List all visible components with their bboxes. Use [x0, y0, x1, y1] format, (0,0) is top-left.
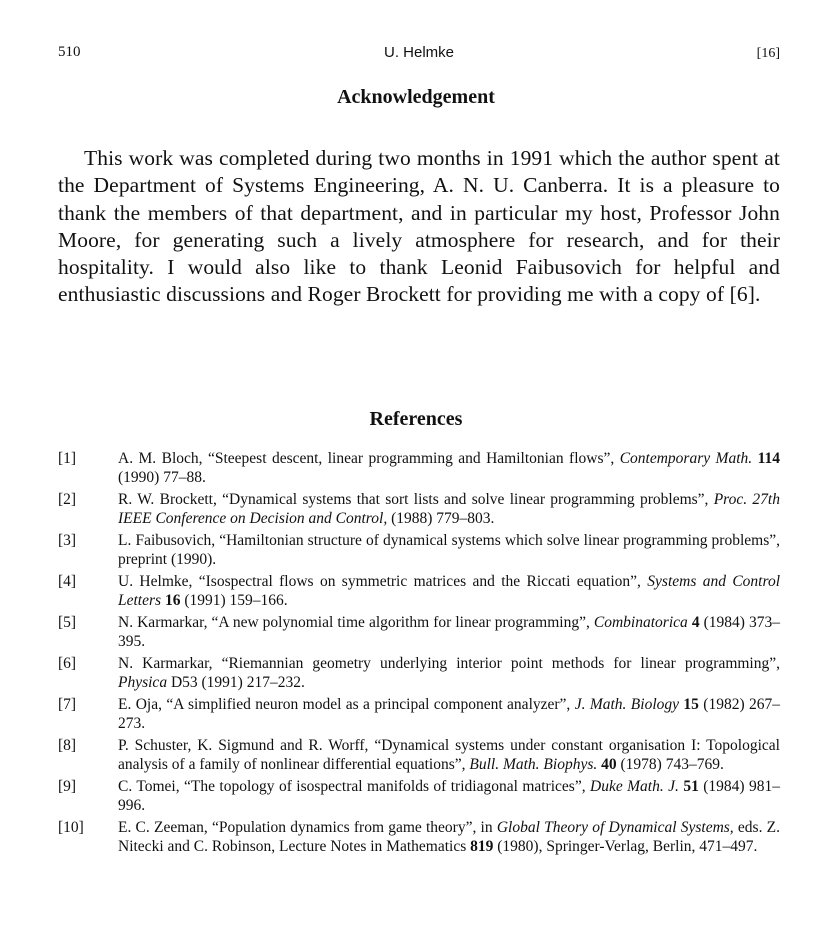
reference-item [58, 736, 780, 774]
reference-text: R. W. Brockett, “Dynamical systems that sort lists and solve linear programming problems”, Proc. 27th IEEE Conference on Decision and Control, (1988) 779–803. [118, 491, 780, 527]
reference-item [58, 695, 780, 733]
page-number: 510 [58, 44, 81, 60]
reference-number: [7] [58, 696, 77, 713]
reference-number: [2] [58, 491, 77, 508]
reference-item [58, 572, 780, 610]
reference-number: [4] [58, 573, 77, 590]
reference-item [58, 531, 780, 569]
reference-text: C. Tomei, “The topology of isospectral manifolds of tridiagonal matrices”, Duke Math. J. 51 (1984) 981–996. [118, 778, 780, 814]
reference-text: A. M. Bloch, “Steepest descent, linear programming and Hamiltonian flows”, Contemporary Math. 114 (1990) 77–88. [118, 450, 780, 486]
reference-item [58, 490, 780, 528]
reference-item [58, 818, 780, 856]
reference-number: [10] [58, 819, 84, 836]
reference-item [58, 613, 780, 651]
page-header [58, 44, 780, 64]
acknowledgement-text: This work was completed during two months in 1991 which the author spent at the Department of Systems Engineering, A. N. U. Canberra. It is a pleasure to thank the members of that department, and in particular my host, Professor John Moore, for generating such a lively atmosphere for research, and for their hospitality. I would also like to thank Leonid Faibusovich for helpful and enthusiastic discussions and Roger Brockett for providing me with a copy of [6]. [58, 146, 780, 307]
reference-text: E. Oja, “A simplified neuron model as a principal component analyzer”, J. Math. Biology 15 (1982) 267–273. [118, 696, 780, 732]
reference-text: N. Karmarkar, “A new polynomial time algorithm for linear programming”, Combinatorica 4 (1984) 373–395. [118, 614, 781, 650]
reference-number: [3] [58, 532, 77, 549]
reference-text: N. Karmarkar, “Riemannian geometry underlying interior point methods for linear programming”, Physica D53 (1991) 217–232. [118, 655, 780, 691]
reference-number: [8] [58, 737, 77, 754]
reference-text: L. Faibusovich, “Hamiltonian structure of dynamical systems which solve linear programming problems”, preprint (1990). [118, 532, 780, 568]
reference-text: P. Schuster, K. Sigmund and R. Worff, “Dynamical systems under constant organisation I: Topological analysis of a family of nonlinear differential equations”, Bull. Math. Biophys. 40 (1978) 743–769. [118, 737, 780, 773]
reference-text: U. Helmke, “Isospectral flows on symmetric matrices and the Riccati equation”, Systems and Control Letters 16 (1991) 159–166. [118, 573, 780, 609]
reference-item [58, 449, 780, 487]
references-title: References [369, 408, 463, 430]
reference-number: [1] [58, 450, 77, 467]
reference-item [58, 777, 780, 815]
reference-number: [6] [58, 655, 77, 672]
running-author: U. Helmke [383, 44, 454, 61]
reference-item [58, 654, 780, 692]
paper-number: [16] [756, 46, 780, 61]
reference-list [58, 449, 780, 859]
reference-text: E. C. Zeeman, “Population dynamics from game theory”, in Global Theory of Dynamical Systems, eds. Z. Nitecki and C. Robinson, Lecture Notes in Mathematics 819 (1980), Springer-Verlag, Berlin, 471–497. [118, 819, 780, 855]
reference-number: [5] [58, 614, 77, 631]
reference-number: [9] [58, 778, 77, 795]
acknowledgement-title: Acknowledgement [337, 86, 495, 108]
